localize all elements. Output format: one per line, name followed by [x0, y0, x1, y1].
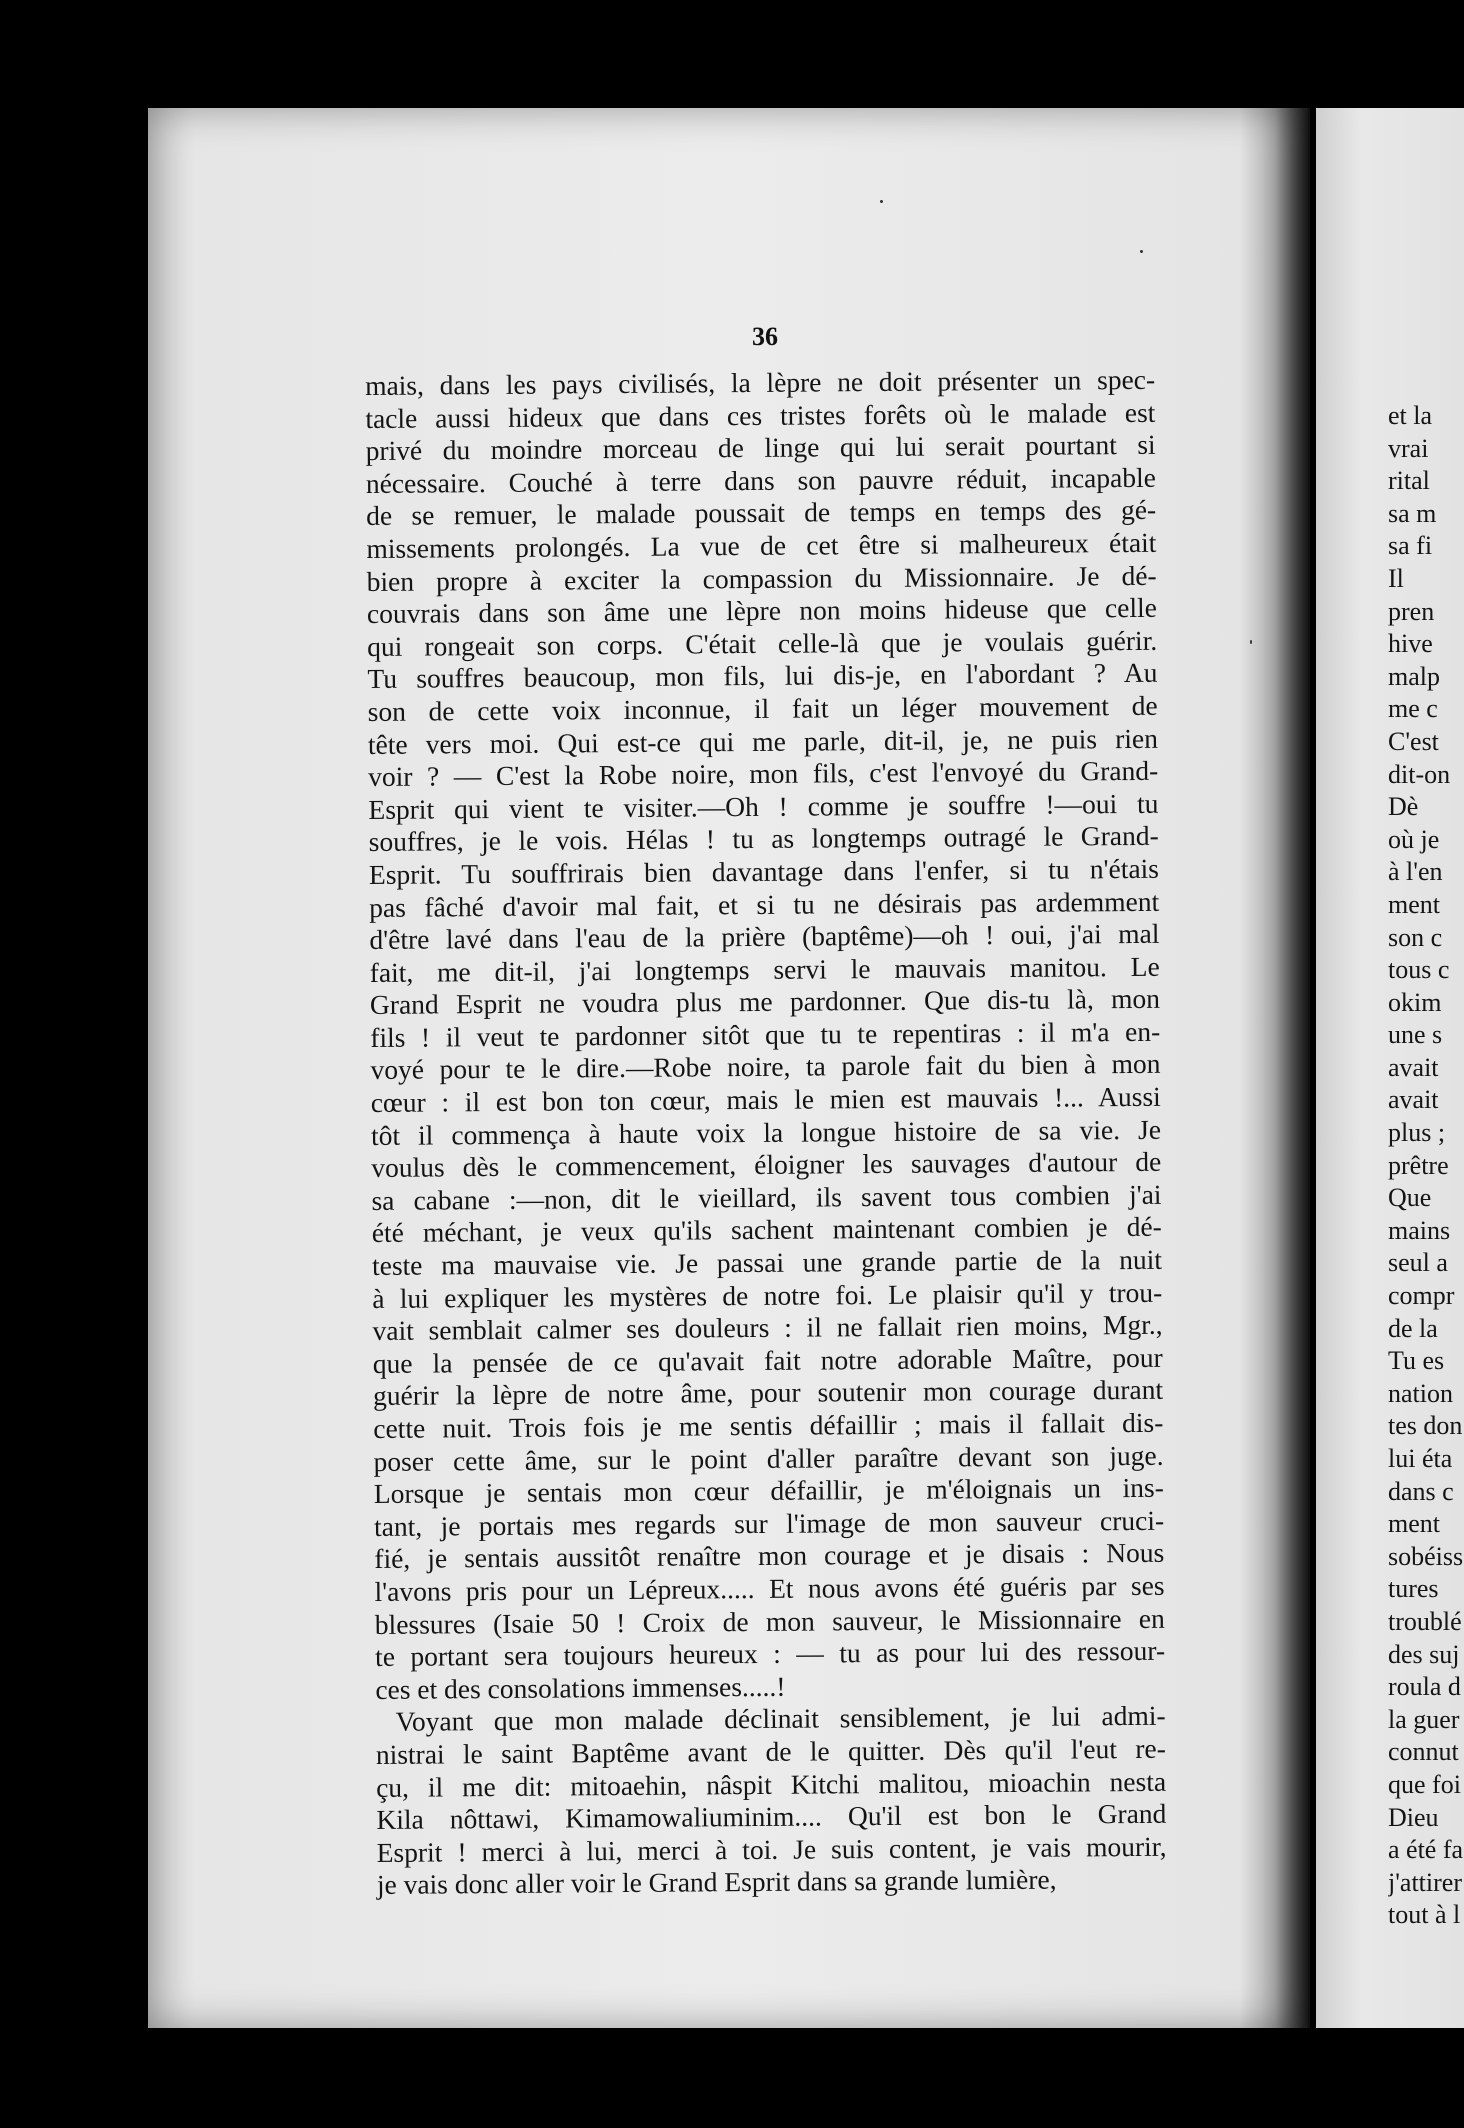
text-line: cœur : il est bon ton cœur, mais le mien est mauvais !... Aussi: [370, 1080, 1161, 1119]
text-line: Voyant que mon malade déclinait sensiblement, je lui admi-: [395, 1700, 1166, 1738]
text-line: Esprit qui vient te visiter.—Oh ! comme je souffre !—oui tu: [368, 787, 1159, 825]
right-text-line: ment: [1388, 1509, 1440, 1539]
text-line: çu, il me dit: mitoaehin, nâspit Kitchi malitou, mioachin nesta: [376, 1765, 1167, 1803]
right-text-line: ment: [1388, 889, 1440, 919]
text-line: fait, me dit-il, j'ai longtemps servi le mauvais manitou. Le: [369, 950, 1160, 988]
text-line: mais, dans les pays civilisés, la lèpre ne doit présenter un spec-: [365, 363, 1156, 401]
right-text-line: son c: [1388, 922, 1443, 952]
text-line: tacle aussi hideux que dans ces tristes forêts où le malade est: [365, 396, 1156, 434]
text-line: je vais donc aller voir le Grand Esprit dans sa grande lumière,: [376, 1863, 1057, 1901]
text-line: teste ma mauvaise vie. Je passai une grande partie de la nuit: [371, 1243, 1163, 1282]
right-text-line: Il: [1388, 563, 1404, 593]
right-text-line: Dè: [1388, 792, 1419, 822]
page-gutter: [1240, 108, 1310, 2028]
right-text-line: Tu es: [1388, 1346, 1445, 1376]
right-text-line: tes don: [1388, 1411, 1463, 1441]
right-text-line: pren: [1388, 596, 1435, 626]
right-text-line: la guer: [1388, 1704, 1460, 1734]
text-line: souffres, je le vois. Hélas ! tu as longtemps outragé le Grand-: [368, 820, 1159, 858]
text-line: fils ! il veut te pardonner sitôt que tu te repentiras : il m'a en-: [370, 1015, 1161, 1053]
right-text-line: nation: [1388, 1378, 1453, 1408]
text-line: Kila nôttawi, Kimamowaliuminim.... Qu'il est bon le Grand: [376, 1797, 1167, 1836]
text-line: Esprit ! merci à lui, merci à toi. Je suis content, je vais mourir,: [376, 1830, 1167, 1868]
right-text-line: vrai: [1388, 433, 1429, 463]
right-text-line: et la: [1388, 401, 1433, 430]
scan-speck: [880, 200, 883, 203]
right-text-line: a été fa: [1388, 1835, 1464, 1865]
text-line: missements prolongés. La vue de cet être si malheureux était: [366, 526, 1157, 564]
right-text-line: dans c: [1388, 1476, 1454, 1506]
text-line: Tu souffres beaucoup, mon fils, lui dis-je, en l'abordant ? Au: [367, 657, 1158, 695]
text-line: qui rongeait son corps. C'était celle-là que je voulais guérir.: [367, 624, 1158, 662]
scan-speck: [1140, 250, 1143, 253]
text-line: blessures (Isaie 50 ! Croix de mon sauveur, le Missionnaire en: [374, 1602, 1165, 1640]
right-text-line: troublé: [1388, 1606, 1462, 1636]
right-text-line: C'est: [1388, 726, 1439, 756]
text-line: Lorsque je sentais mon cœur défaillir, je m'éloignais un ins-: [373, 1471, 1164, 1510]
right-page-text-fragment: [1388, 400, 1464, 1932]
text-line: d'être lavé dans l'eau de la prière (baptême)—oh ! oui, j'ai mal: [369, 917, 1160, 956]
right-text-line: malp: [1388, 661, 1440, 691]
right-text-line: à l'en: [1388, 857, 1443, 887]
text-line: cette nuit. Trois fois je me sentis défaillir ; mais il fallait dis-: [373, 1406, 1164, 1444]
text-line: guérir la lèpre de notre âme, pour soutenir mon courage durant: [372, 1374, 1164, 1412]
text-line: nistrai le saint Baptême avant de le quitter. Dès qu'il l'eut re-: [375, 1732, 1166, 1770]
right-text-line: tout à l: [1388, 1900, 1461, 1930]
right-text-line: où je: [1388, 824, 1440, 854]
right-text-line: de la: [1388, 1313, 1438, 1343]
scan-speck: [1250, 640, 1252, 644]
right-text-line: rital: [1388, 466, 1430, 496]
text-line: été méchant, je veux qu'ils sachent maintenant combien je dé-: [371, 1211, 1162, 1249]
right-text-line: sa fi: [1388, 531, 1433, 561]
right-text-line: me c: [1388, 694, 1438, 724]
text-line: fié, je sentais aussitôt renaître mon courage et je disais : Nous: [374, 1537, 1165, 1575]
right-text-line: lui éta: [1388, 1444, 1453, 1473]
right-text-line: connut: [1388, 1737, 1459, 1767]
right-text-line: que foi: [1388, 1769, 1461, 1799]
right-text-line: une s: [1388, 1020, 1443, 1050]
text-line: son de cette voix inconnue, il fait un léger mouvement de: [367, 689, 1158, 727]
text-line: Esprit. Tu souffrirais bien davantage dans l'enfer, si tu n'étais: [368, 852, 1160, 890]
text-line: te portant sera toujours heureux : — tu as pour lui des ressour-: [374, 1634, 1166, 1673]
text-line: pas fâché d'avoir mal fait, et si tu ne désirais pas ardemment: [369, 885, 1160, 923]
right-text-line: hive: [1388, 629, 1433, 659]
right-text-line: Dieu: [1388, 1802, 1439, 1832]
text-line: poser cette âme, sur le point d'aller paraître devant son juge.: [373, 1439, 1164, 1477]
text-line: tôt il commença à haute voix la longue histoire de sa vie. Je: [370, 1113, 1162, 1151]
right-text-line: j'attirer: [1388, 1867, 1462, 1897]
right-text-line: tures: [1388, 1574, 1439, 1604]
text-line: Grand Esprit ne voudra plus me pardonner. Que dis-tu là, mon: [369, 983, 1161, 1021]
right-text-line: dit-on: [1388, 759, 1451, 789]
right-text-line: sa m: [1388, 498, 1437, 528]
text-line: voulus dès le commencement, éloigner les sauvages d'autour de: [371, 1146, 1162, 1184]
text-line: à lui expliquer les mystères de notre foi. Le plaisir qu'il y trou-: [372, 1276, 1163, 1314]
right-text-line: sobéiss: [1388, 1541, 1464, 1571]
right-text-line: mains: [1388, 1215, 1451, 1245]
text-line: que la pensée de ce qu'avait fait notre adorable Maître, pour: [372, 1341, 1163, 1379]
right-text-line: seul a: [1388, 1248, 1448, 1278]
text-line: nécessaire. Couché à terre dans son pauvre réduit, incapable: [365, 461, 1156, 499]
text-line: voir ? — C'est la Robe noire, mon fils, c'est l'envoyé du Grand-: [368, 754, 1159, 793]
text-line: vait semblait calmer ses douleurs : il ne fallait rien moins, Mgr.,: [372, 1308, 1163, 1347]
right-text-line: okim: [1388, 987, 1442, 1017]
text-line: couvrais dans son âme une lèpre non moins hideuse que celle: [366, 591, 1158, 630]
text-line: de se remuer, le malade poussait de temps en temps des gé-: [366, 494, 1157, 532]
right-text-line: des suj: [1388, 1639, 1460, 1669]
right-text-line: Que: [1388, 1183, 1432, 1213]
text-line: ces et des consolations immenses.....!: [375, 1670, 786, 1705]
page-number: 36: [752, 322, 778, 351]
text-line: bien propre à exciter la compassion du Missionnaire. Je dé-: [366, 559, 1157, 597]
right-text-line: compr: [1388, 1281, 1455, 1311]
text-line: sa cabane :—non, dit le vieillard, ils savent tous combien j'ai: [371, 1178, 1162, 1216]
text-line: tant, je portais mes regards sur l'image de mon sauveur cruci-: [373, 1504, 1165, 1542]
text-line: tête vers moi. Qui est-ce qui me parle, dit-il, je, ne puis rien: [367, 722, 1159, 760]
right-text-line: tous c: [1388, 955, 1450, 985]
text-line: privé du moindre morceau de linge qui lui serait pourtant si: [365, 428, 1156, 467]
text-line: voyé pour te le dire.—Robe noire, ta parole fait du bien à mon: [370, 1048, 1161, 1086]
right-text-line: prêtre: [1388, 1150, 1449, 1180]
right-text-line: avait: [1388, 1052, 1439, 1082]
text-line: l'avons pris pour un Lépreux..... Et nous avons été guéris par ses: [374, 1569, 1165, 1607]
right-text-line: plus ;: [1388, 1118, 1446, 1148]
right-text-line: avait: [1388, 1085, 1439, 1115]
main-text-block: [365, 364, 1167, 1902]
right-text-line: roula d: [1388, 1672, 1461, 1702]
